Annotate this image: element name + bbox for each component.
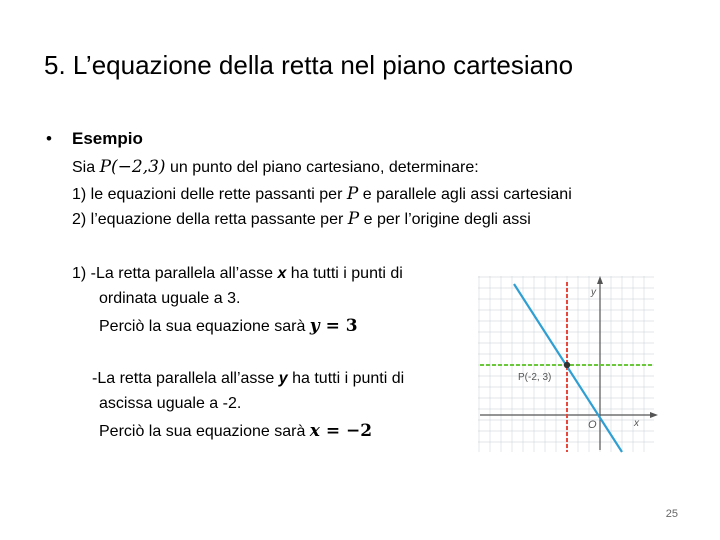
solution-part-2-line-1 (92, 367, 404, 391)
example-item-1-before: 1) le equazioni delle rette passanti per (72, 186, 347, 203)
solution-part-1-before: 1) -La retta parallela all’asse (72, 265, 278, 282)
solution-part-1-conclusion: Perciò la sua equazione sarà (99, 318, 310, 335)
solution-part-1-line-2: ordinata uguale a 3. (99, 290, 241, 307)
example-intro (72, 155, 479, 180)
equation-y-rest: = 3 (319, 316, 358, 336)
example-item-2-before: 2) l’equazione della retta passante per (72, 211, 348, 228)
equation-y-var: y (309, 316, 320, 336)
example-intro-before: Sia (72, 159, 100, 176)
y-axis-label: y (591, 287, 596, 298)
cartesian-graph (474, 272, 658, 454)
example-item-2 (72, 207, 531, 232)
example-heading: Esempio (72, 129, 143, 148)
page-number: 25 (665, 508, 678, 520)
point-p (564, 362, 570, 368)
bullet-dot: • (46, 129, 52, 148)
solution-part-2-conclusion: Perciò la sua equazione sarà (99, 423, 310, 440)
solution-part-1-axis: x (277, 265, 287, 282)
solution-part-2-line-3 (99, 419, 372, 444)
point-p-label: P(-2, 3) (518, 372, 552, 383)
example-item-2-after: e per l’origine degli assi (359, 211, 531, 228)
solution-part-1-after: ha tutti i punti di (286, 265, 403, 282)
solution-part-2-before: -La retta parallela all’asse (92, 370, 279, 387)
example-intro-after: un punto del piano cartesiano, determinare: (165, 159, 479, 176)
equation-x-equals-minus-2 (310, 421, 372, 441)
solution-part-2-after: ha tutti i punti di (287, 370, 405, 387)
origin-label: O (588, 419, 597, 431)
example-item-2-math: P (347, 209, 360, 229)
equation-y-equals-3 (310, 316, 358, 336)
x-axis-label: x (634, 418, 639, 429)
equation-x-var: x (309, 421, 320, 441)
example-item-1-after: e parallele agli assi cartesiani (358, 186, 572, 203)
example-item-1 (72, 182, 572, 207)
equation-x-rest: = −2 (319, 421, 373, 441)
slide-title: 5. L’equazione della retta nel piano cartesiano (44, 50, 574, 80)
solution-part-2-line-2: ascissa uguale a -2. (99, 395, 242, 412)
point-p-math: P(−2,3) (99, 157, 166, 177)
example-item-1-math: P (346, 184, 359, 204)
solution-part-1-line-3 (99, 314, 358, 339)
solution-part-1-line-1 (72, 262, 403, 286)
solution-part-2-axis: y (278, 370, 288, 387)
